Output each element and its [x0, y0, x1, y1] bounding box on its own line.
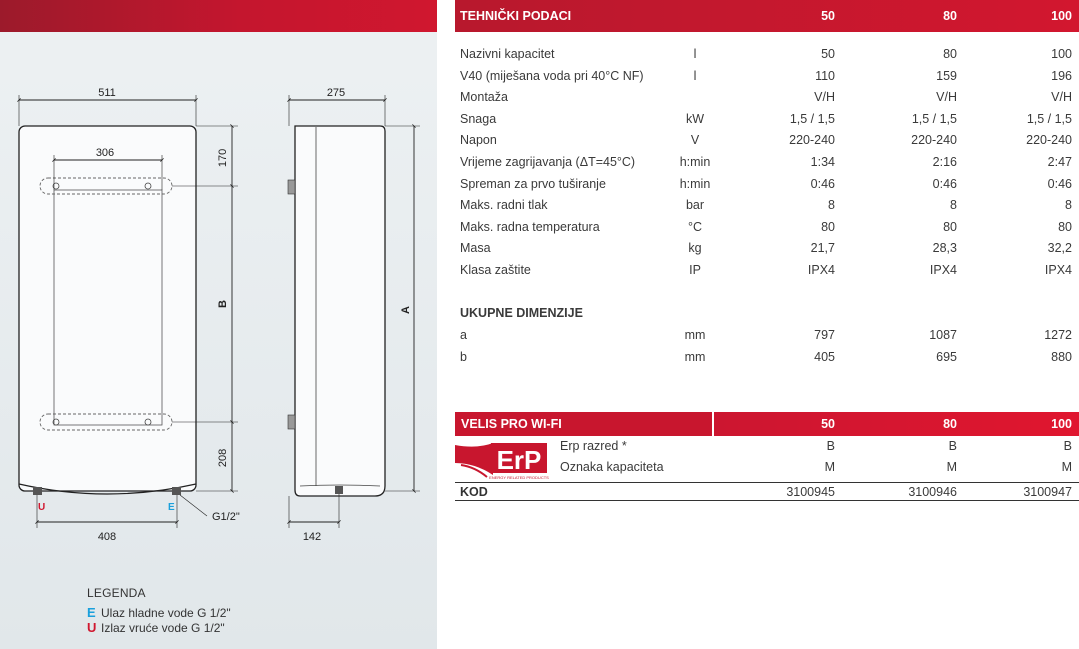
legend-item-cold — [87, 605, 231, 620]
dimension-row-v3: 1272 — [1044, 328, 1072, 342]
dimension-row-unit: mm — [684, 349, 706, 364]
dim-bottom-offset: 208 — [217, 448, 229, 468]
dim-bracket-width: 306 — [95, 147, 115, 159]
erp-logo-subtext: ENERGY RELATED PRODUCTS — [489, 475, 549, 480]
legend — [87, 586, 231, 635]
spec-row — [0, 66, 1079, 87]
dimension-row-v2: 695 — [936, 349, 957, 364]
spec-row-label: Montaža — [460, 90, 508, 105]
spec-row-label: Vrijeme zagrijavanja (ΔT=45°C) — [460, 155, 636, 169]
kod-value-50: 3100945 — [786, 485, 835, 499]
spec-row-v1: V/H — [814, 90, 835, 105]
spec-row-v3: IPX4 — [1044, 263, 1072, 277]
dimension-row-label: b — [460, 349, 467, 364]
velis-row — [0, 437, 1079, 457]
legend-letter-u: U — [87, 620, 97, 635]
spec-row-v1: 21,7 — [810, 241, 835, 256]
spec-row-unit: kW — [685, 111, 705, 126]
spec-row-unit: °C — [687, 219, 703, 234]
velis-header-name — [455, 412, 712, 436]
spec-row-v3: 1,5 / 1,5 — [1026, 111, 1072, 126]
dim-top-offset: 170 — [217, 148, 229, 168]
dimension-row-v1: 797 — [814, 328, 835, 342]
dim-thread: G1/2" — [212, 511, 240, 523]
kod-row — [0, 483, 1079, 500]
spec-row-v2: 80 — [943, 219, 957, 234]
dimension-row — [0, 347, 1079, 368]
dim-pipe-spacing: 408 — [97, 531, 117, 543]
spec-row-label: Snaga — [460, 111, 497, 126]
spec-row-v3: 80 — [1058, 219, 1072, 234]
velis-header-col-80: 80 — [943, 417, 957, 431]
spec-row-label: Maks. radna temperatura — [460, 219, 600, 234]
spec-header-title: TEHNIČKI PODACI — [460, 9, 572, 23]
spec-row-v2: IPX4 — [929, 263, 957, 277]
velis-header-col-50: 50 — [821, 417, 835, 431]
legend-item-hot — [87, 620, 231, 635]
spec-row-v1: 50 — [821, 47, 835, 61]
spec-row-v1: 0:46 — [810, 176, 835, 191]
spec-row-v3: 196 — [1051, 68, 1072, 83]
spec-row-v2: 1,5 / 1,5 — [911, 111, 957, 126]
dim-b: B — [217, 300, 229, 308]
velis-table-header — [455, 412, 1079, 436]
spec-row-unit: IP — [689, 263, 701, 277]
spec-row-v1: 220-240 — [789, 133, 835, 148]
velis-header-cols — [714, 412, 1079, 436]
spec-row-label: Masa — [460, 241, 491, 256]
spec-row — [0, 152, 1079, 173]
spec-row — [0, 238, 1079, 259]
legend-text-hot: Izlaz vruće vode G 1/2" — [101, 620, 225, 635]
spec-row-v3: 8 — [1065, 198, 1072, 213]
spec-row — [0, 87, 1079, 108]
spec-row-v3: 2:47 — [1047, 155, 1072, 169]
spec-row-unit: kg — [688, 241, 702, 256]
dimension-row-v3: 880 — [1051, 349, 1072, 364]
velis-row-v3: B — [1063, 439, 1072, 453]
spec-header-col-100: 100 — [1051, 9, 1072, 23]
spec-row-v2: 8 — [950, 198, 957, 213]
panel-top-bar — [0, 0, 437, 32]
spec-row-unit: l — [693, 47, 697, 61]
kod-value-100: 3100947 — [1023, 485, 1072, 499]
spec-row-v3: 220-240 — [1026, 133, 1072, 148]
spec-row-unit: l — [693, 68, 697, 83]
spec-row-v3: 32,2 — [1047, 241, 1072, 256]
label-e: E — [168, 502, 175, 513]
spec-row-v2: V/H — [936, 90, 957, 105]
dimension-row-label: a — [460, 328, 467, 342]
kod-label: KOD — [460, 485, 488, 499]
spec-row — [0, 44, 1079, 65]
legend-title: LEGENDA — [87, 586, 146, 600]
spec-row-v2: 80 — [943, 47, 957, 61]
spec-row-v1: 80 — [821, 219, 835, 234]
kod-divider-bottom — [455, 500, 1079, 501]
spec-row-v1: 8 — [828, 198, 835, 213]
spec-row-v3: V/H — [1051, 90, 1072, 105]
velis-row-v2: M — [946, 460, 957, 474]
spec-row — [0, 195, 1079, 216]
spec-row-unit: bar — [685, 198, 705, 213]
dim-depth-side: 275 — [326, 87, 346, 99]
spec-row-v2: 220-240 — [911, 133, 957, 148]
spec-row-v2: 28,3 — [932, 241, 957, 256]
spec-row — [0, 260, 1079, 281]
velis-row-label: Erp razred * — [560, 439, 627, 453]
dimension-row-v2: 1087 — [929, 328, 957, 342]
spec-row — [0, 217, 1079, 238]
legend-text-cold: Ulaz hladne vode G 1/2" — [101, 605, 231, 620]
label-u: U — [38, 502, 46, 513]
dimension-row-unit: mm — [684, 328, 706, 342]
spec-row-v2: 2:16 — [932, 155, 957, 169]
velis-header-title: VELIS PRO WI-FI — [461, 417, 562, 431]
velis-row-label: Oznaka kapaciteta — [560, 460, 664, 474]
dimension-row — [0, 325, 1079, 346]
erp-logo-text: ErP — [496, 445, 542, 475]
spec-header-col-50: 50 — [821, 9, 835, 23]
spec-row-v1: 1,5 / 1,5 — [789, 111, 835, 126]
spec-row-unit: h:min — [679, 176, 711, 191]
spec-row-v3: 100 — [1051, 47, 1072, 61]
dim-width-front: 511 — [98, 87, 116, 99]
dimensions-title: UKUPNE DIMENZIJE — [460, 306, 583, 320]
spec-row-label: Klasa zaštite — [460, 263, 531, 277]
velis-row-v1: M — [824, 460, 835, 474]
spec-row-unit: h:min — [679, 155, 711, 169]
spec-row — [0, 174, 1079, 195]
legend-letter-e: E — [87, 605, 96, 620]
spec-row-v1: 110 — [815, 68, 835, 83]
velis-row — [0, 458, 1079, 478]
spec-row-v2: 0:46 — [932, 176, 957, 191]
dimension-row-v1: 405 — [814, 349, 835, 364]
spec-row-v1: IPX4 — [807, 263, 835, 277]
dim-pipe-depth: 142 — [302, 531, 322, 543]
velis-header-col-100: 100 — [1051, 417, 1072, 431]
velis-row-v2: B — [948, 439, 957, 453]
spec-header-col-80: 80 — [943, 9, 957, 23]
dim-a: A — [400, 306, 412, 314]
kod-value-80: 3100946 — [908, 485, 957, 499]
spec-row-label: Nazivni kapacitet — [460, 47, 555, 61]
spec-row-unit: V — [690, 133, 700, 148]
spec-row — [0, 130, 1079, 151]
spec-row-label: Spreman za prvo tuširanje — [460, 176, 606, 191]
spec-table-header — [455, 0, 1079, 32]
spec-row-v1: 1:34 — [810, 155, 835, 169]
spec-row-v2: 159 — [936, 68, 957, 83]
spec-row-v3: 0:46 — [1047, 176, 1072, 191]
spec-row — [0, 109, 1079, 130]
spec-row-label: Maks. radni tlak — [460, 198, 548, 213]
velis-row-v1: B — [826, 439, 835, 453]
velis-row-v3: M — [1061, 460, 1072, 474]
spec-row-label: V40 (miješana voda pri 40°C NF) — [460, 68, 644, 83]
spec-row-label: Napon — [460, 133, 497, 148]
